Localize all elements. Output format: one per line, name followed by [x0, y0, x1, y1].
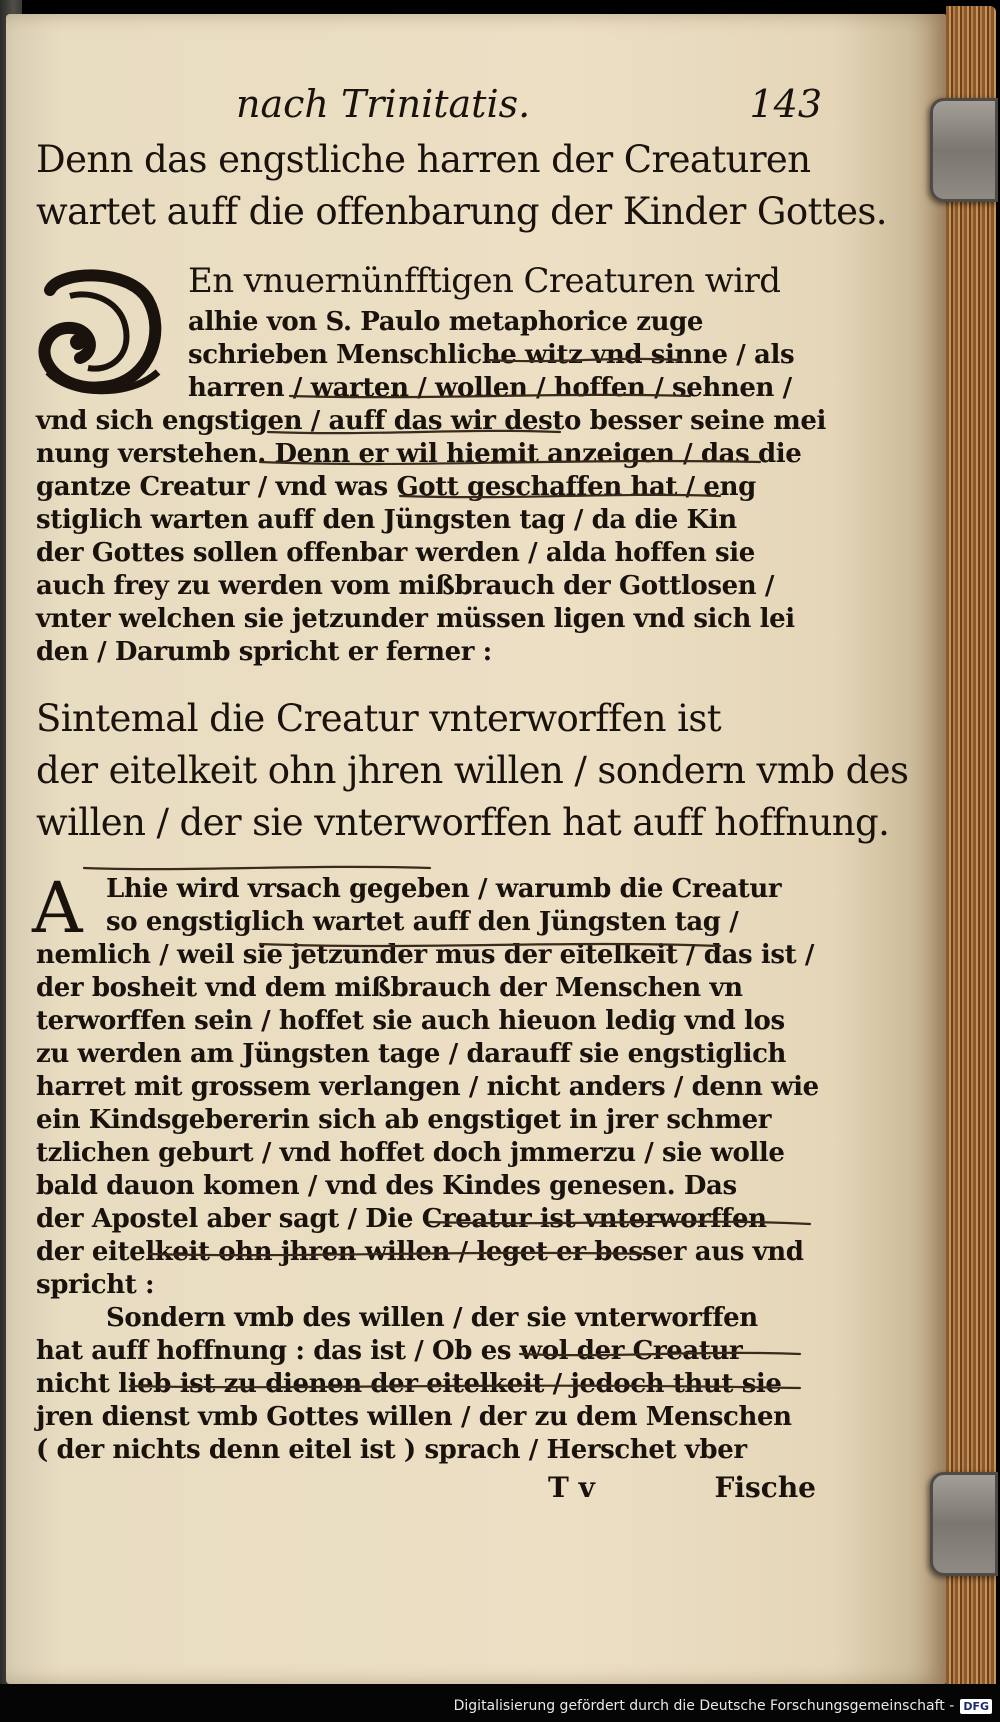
paragraph-line: auch frey zu werden vom mißbrauch der Gottlosen /	[36, 571, 774, 601]
verse-line: willen / der sie vnterworffen hat auff hoffnung.	[36, 801, 890, 844]
paragraph-line: der Gottes sollen offenbar werden / alda hoffen sie	[36, 538, 755, 568]
running-title: nach Trinitatis.	[236, 82, 531, 126]
paragraph-line: bald dauon komen / vnd des Kindes genesen. Das	[36, 1171, 737, 1201]
paragraph-line: der eitelkeit ohn jhren willen / leget er besser aus vnd	[36, 1237, 804, 1267]
page-text	[32, 74, 909, 1511]
paragraph-line: hat auff hoffnung : das ist / Ob es wol der Creatur	[36, 1336, 743, 1366]
paragraph-line: jren dienst vmb Gottes willen / der zu dem Menschen	[36, 1402, 792, 1432]
paragraph-line: vnter welchen sie jetzunder müssen ligen vnd sich lei	[36, 604, 795, 634]
paragraph-line: zu werden am Jüngsten tage / darauff sie engstiglich	[36, 1039, 787, 1069]
decorated-initial-d	[30, 260, 170, 400]
page-clip-bottom	[930, 1472, 998, 1576]
paragraph-line: tzlichen geburt / vnd hoffet doch jmmerzu / sie wolle	[36, 1138, 785, 1168]
paragraph-line: nemlich / weil sie jetzunder mus der eitelkeit / das ist /	[36, 940, 814, 970]
paragraph-line: terworffen sein / hoffet sie auch hieuon ledig vnd los	[36, 1006, 785, 1036]
book-fore-edge	[946, 6, 996, 1696]
paragraph-line: Lhie wird vrsach gegeben / warumb die Creatur	[106, 874, 782, 904]
paragraph-line: schrieben Menschliche witz vnd sinne / als	[188, 340, 795, 370]
credit-text: Digitalisierung gefördert durch die Deutsche Forschungsgemeinschaft -	[453, 1698, 955, 1714]
paragraph-line: ( der nichts denn eitel ist ) sprach / Herschet vber	[36, 1435, 747, 1465]
signature-mark: T v	[548, 1471, 595, 1504]
page-clip-top	[930, 98, 998, 202]
paragraph-line: harret mit grossem verlangen / nicht anders / denn wie	[36, 1072, 819, 1102]
paragraph-line: nicht lieb ist zu dienen der eitelkeit / jedoch thut sie	[36, 1369, 782, 1399]
paragraph-line: nung verstehen. Denn er wil hiemit anzeigen / das die	[36, 439, 802, 469]
paragraph-line: so engstiglich wartet auff den Jüngsten tag /	[106, 907, 739, 937]
paragraph-line: harren / warten / wollen / hoffen / sehnen /	[188, 373, 792, 403]
paragraph-line: spricht :	[36, 1270, 155, 1300]
page-number: 143	[749, 82, 822, 126]
paragraph-line: der bosheit vnd dem mißbrauch der Menschen vn	[36, 973, 743, 1003]
verse-line: Denn das engstliche harren der Creaturen	[36, 138, 811, 181]
verse-line: Sintemal die Creatur vnterworffen ist	[36, 697, 721, 740]
dfg-logo: DFG	[960, 1699, 992, 1714]
paragraph-line: ein Kindsgebererin sich ab engstiget in jrer schmer	[36, 1105, 772, 1135]
paragraph-line: vnd sich engstigen / auff das wir desto besser seine mei	[36, 406, 826, 436]
paragraph-line: der Apostel aber sagt / Die Creatur ist vnterworffen	[36, 1204, 767, 1234]
paragraph-line: stiglich warten auff den Jüngsten tag / da die Kin	[36, 505, 737, 535]
catchword: Fische	[714, 1471, 816, 1504]
verse-line: wartet auff die offenbarung der Kinder Gottes.	[36, 190, 887, 233]
paragraph-2	[32, 867, 819, 1302]
paragraph-3	[36, 1302, 816, 1467]
catch-line	[36, 1471, 816, 1511]
paragraph-1	[34, 256, 826, 669]
verse-2	[36, 693, 909, 849]
initial-a: A	[32, 867, 83, 949]
paragraph-line: den / Darumb spricht er ferner :	[36, 637, 492, 667]
paragraph-line: alhie von S. Paulo metaphorice zuge	[188, 307, 704, 337]
paragraph-line: gantze Creatur / vnd was Gott geschaffen hat / eng	[36, 472, 756, 502]
running-header	[36, 74, 822, 134]
verse-line: der eitelkeit ohn jhren willen / sondern vmb des	[36, 749, 909, 792]
footer-credit	[454, 1698, 992, 1714]
verse-1	[36, 134, 887, 238]
svg-text:D: D	[34, 300, 35, 301]
paragraph-line: Sondern vmb des willen / der sie vnterworffen	[106, 1303, 758, 1333]
paragraph-line: En vnuernünfftigen Creaturen wird	[188, 261, 781, 301]
